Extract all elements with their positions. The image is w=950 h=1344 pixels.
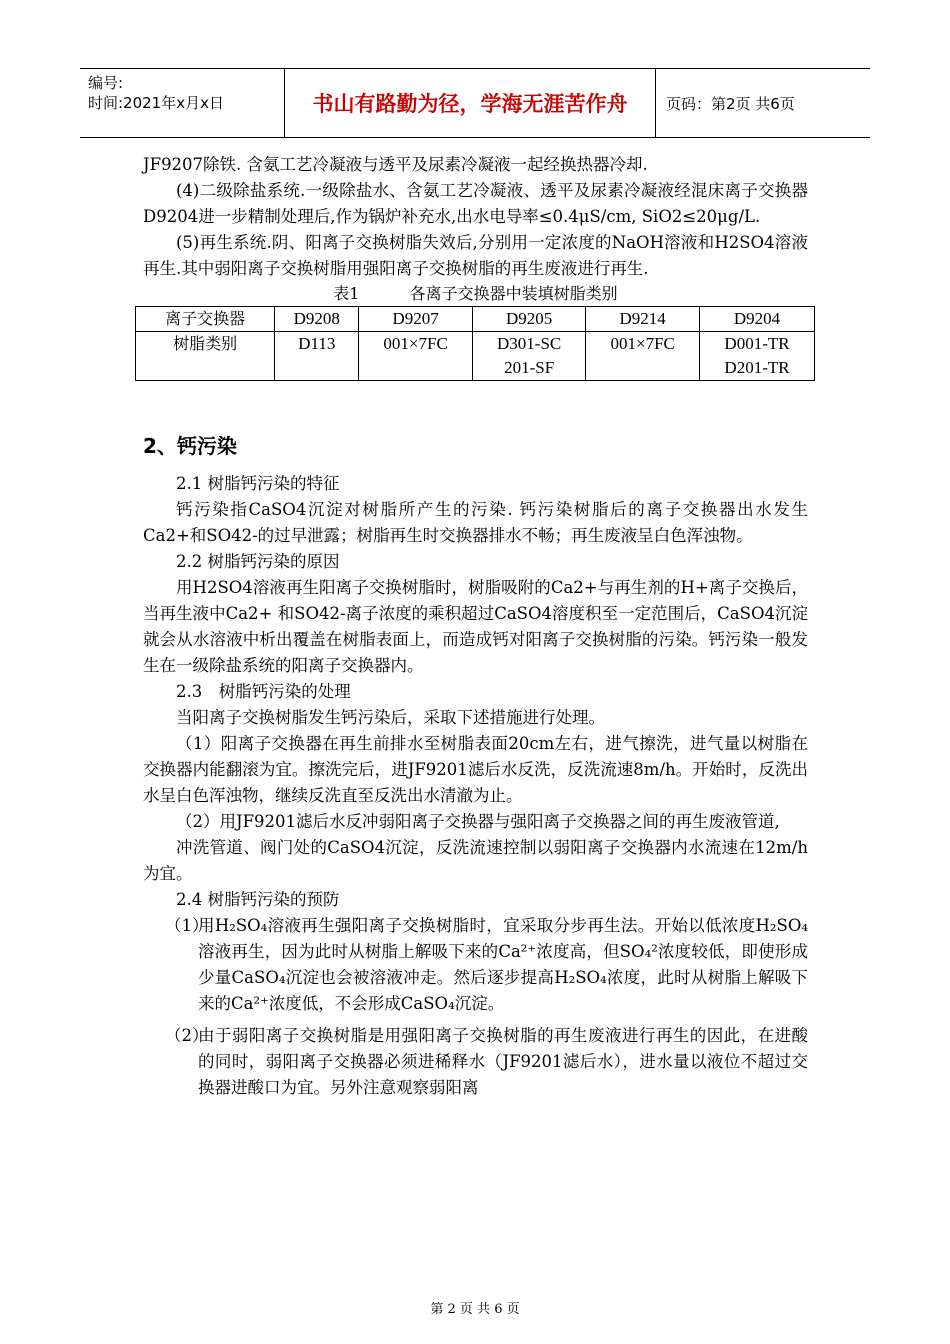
table-cell-exchanger: D9208 (275, 307, 359, 332)
subsection-title: 2.2 树脂钙污染的原因 (176, 552, 340, 571)
body-paragraph: 当阳离子交换树脂发生钙污染后，采取下述措施进行处理。 (176, 708, 605, 727)
section-heading: 2、钙污染 (143, 434, 237, 458)
table-row-header: 树脂类别 (136, 332, 275, 381)
body-paragraph: 钙污染指CaSO4沉淀对树脂所产生的污染. 钙污染树脂后的离子交换器出水发生Ca2+和SO42-的过早泄露；树脂再生时交换器排水不畅；再生废液呈白色浑浊物。 (143, 500, 808, 545)
list-item (143, 1023, 808, 1101)
header-motto: 书山有路勤为径，学海无涯苦作舟 (285, 69, 656, 137)
list-item-number: （1） (165, 916, 209, 935)
table-caption-title: 各离子交换器中装填树脂类别 (409, 284, 618, 303)
resin-table (135, 306, 815, 381)
table-cell-resin (586, 332, 700, 381)
table-caption (143, 282, 808, 306)
resin-line: 001×7FC (610, 334, 675, 353)
table-cell-exchanger: D9207 (359, 307, 473, 332)
list-item-text: 由于弱阳离子交换树脂是用强阳离子交换树脂的再生废液进行再生的因此，在进酸的同时，弱阳离子交换器必须进稀释水（JF9201滤后水），进水量以液位不超过交换器进酸口为宜。另外注意观察弱阳离 (198, 1026, 808, 1097)
subsection-title: 2.1 树脂钙污染的特征 (176, 474, 340, 493)
subsection-title: 2.3 树脂钙污染的处理 (176, 682, 351, 701)
resin-line: D113 (298, 334, 336, 353)
table-row-header: 离子交换器 (136, 307, 275, 332)
table-cell-resin (275, 332, 359, 381)
header-page-info: 页码：第2页 共6页 (666, 94, 795, 113)
intro-paragraph-1: JF9207除铁. 含氨工艺冷凝液与透平及尿素冷凝液一起经换热器冷却. (143, 155, 648, 174)
body-paragraph: 冲洗管道、阀门处的CaSO4沉淀，反洗流速控制以弱阳离子交换器内水流速在12m/h为宜。 (143, 838, 808, 883)
intro-paragraph-2: (4)二级除盐系统.一级除盐水、含氨工艺冷凝液、透平及尿素冷凝液经混床离子交换器D9204进一步精制处理后,作为锅炉补充水,出水电导率≤0.4μS/cm, SiO2≤20μg/L. (143, 181, 808, 226)
body-paragraph: 用H2SO4溶液再生阳离子交换树脂时，树脂吸附的Ca2+与再生剂的H+离子交换后，当再生液中Ca2+ 和SO42-离子浓度的乘积超过CaSO4溶度积至一定范围后，CaSO4沉淀就会从水溶液中析出覆盖在树脂表面上，而造成钙对阳离子交换树脂的污染。钙污染一般发生在一级除盐系统的阳离子交换器内。 (143, 578, 808, 675)
document-body (143, 152, 808, 1101)
page-header (80, 68, 870, 138)
resin-line: D001-TR (724, 334, 790, 353)
body-paragraph: （1）阳离子交换器在再生前排水至树脂表面20cm左右，进气擦洗，进气量以树脂在交换器内能翻滚为宜。擦洗完后，进JF9201滤后水反洗，反洗流速8m/h。开始时，反洗出水呈白色浑浊物，继续反洗直至反洗出水清澈为止。 (143, 734, 808, 805)
list-item (143, 913, 808, 1017)
resin-line: 201-SF (504, 358, 555, 377)
doc-time-label: 时间:2021年x月x日 (88, 94, 224, 112)
intro-paragraph-3: (5)再生系统.阴、阳离子交换树脂失效后,分别用一定浓度的NaOH溶液和H2SO4溶液再生.其中弱阳离子交换树脂用强阳离子交换树脂的再生废液进行再生. (143, 233, 808, 278)
table-caption-number: 表1 (333, 284, 360, 303)
table-row (136, 307, 815, 332)
table-cell-resin (359, 332, 473, 381)
table-cell-resin (472, 332, 585, 381)
page-footer: 第 2 页 共 6 页 (430, 1302, 520, 1317)
header-meta (80, 69, 285, 137)
doc-code-label: 编号: (88, 74, 124, 92)
resin-line: D301-SC (497, 334, 562, 353)
body-paragraph: （2）用JF9201滤后水反冲弱阳离子交换器与强阳离子交换器之间的再生废液管道, (176, 812, 780, 831)
resin-line: 001×7FC (383, 334, 448, 353)
list-item-number: （2） (165, 1026, 209, 1045)
subsection-title: 2.4 树脂钙污染的预防 (176, 890, 340, 909)
list-item-text: 用H₂SO₄溶液再生强阳离子交换树脂时，宜采取分步再生法。开始以低浓度H₂SO₄溶液再生，因为此时从树脂上解吸下来的Ca²⁺浓度高，但SO₄²浓度较低，即使形成少量CaSO₄沉淀也会被溶液冲走。然后逐步提高H₂SO₄浓度，此时从树脂上解吸下来的Ca²⁺浓度低，不会形成CaSO₄沉淀。 (198, 916, 808, 1013)
table-cell-exchanger: D9204 (700, 307, 815, 332)
table-cell-exchanger: D9214 (586, 307, 700, 332)
table-cell-exchanger: D9205 (472, 307, 585, 332)
table-row (136, 332, 815, 381)
resin-line: D201-TR (724, 358, 790, 377)
table-cell-resin (700, 332, 815, 381)
